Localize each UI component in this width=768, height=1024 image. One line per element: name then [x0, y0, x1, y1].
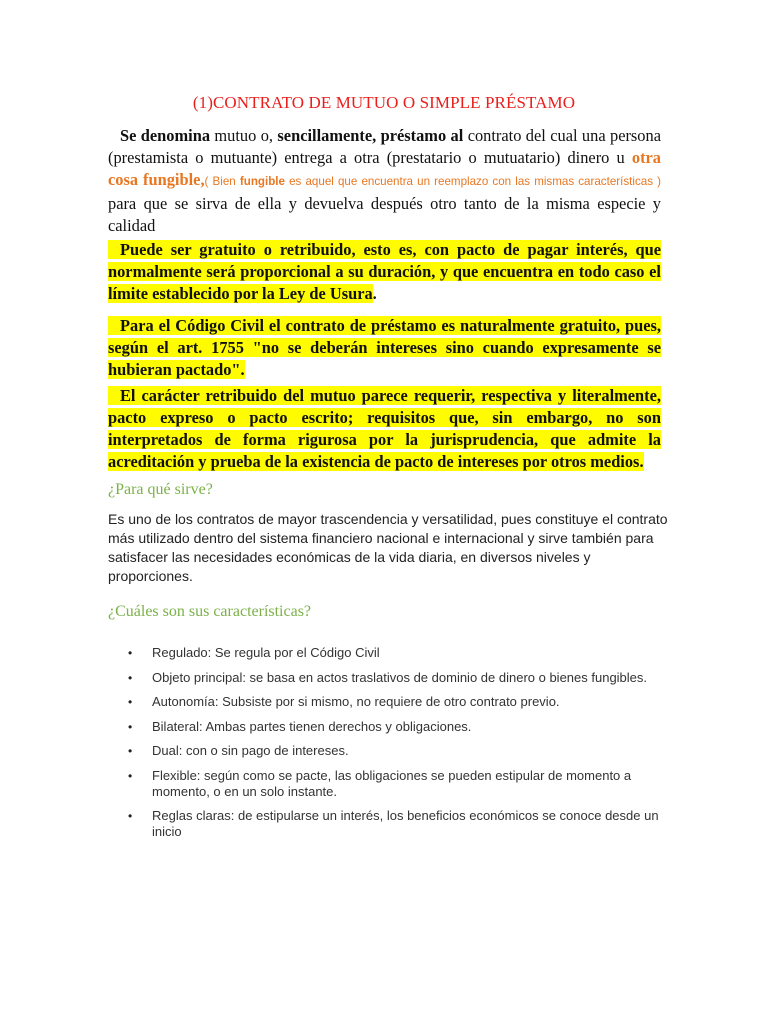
purpose-heading: ¿Para qué sirve?: [108, 481, 213, 498]
civil-code-text: Para el Código Civil el contrato de préstamo es naturalmente gratuito, pues, según el art. 1755 "no se deberán intereses sino cuando expresamente se hubieran pactado".: [108, 316, 661, 379]
characteristics-heading: ¿Cuáles son sus características?: [108, 603, 312, 620]
list-item: • Objeto principal: se basa en actos traslativos de dominio de dinero o bienes fungibles.: [128, 669, 648, 685]
list-item: • Dual: con o sin pago de intereses.: [128, 743, 349, 758]
fungible-note-bold: fungible: [239, 175, 285, 188]
bullet-icon: •: [128, 670, 133, 685]
fungible-note: [205, 175, 661, 188]
bullet-icon: •: [128, 646, 133, 660]
purpose-body: Es uno de los contratos de mayor trascendencia y versatilidad, pues constituye el contrato más utilizado dentro del sistema financiero nacional e internacional y sirve también para satisfacer las necesidades económicas de la vida diaria, en diversos niveles y proporciones.: [108, 511, 668, 584]
bullet-icon: •: [128, 695, 133, 709]
bullet-icon: •: [128, 744, 133, 758]
usury-law: Ley de Usura: [278, 284, 373, 303]
fungible-note-open: ( Bien: [204, 175, 240, 188]
definition-text-d: para que se sirva de ella y devuelva después otro tanto de la misma especie y calidad: [108, 194, 661, 235]
remuneration-text: El carácter retribuido del mutuo parece requerir, respectiva y literalmente, pacto expreso o pacto escrito; requisitos que, sin embargo, no son interpretados de forma rigurosa por la jurisprudencia, que admite la acreditación y prueba de la existencia de pacto de intereses por otros medios.: [108, 386, 661, 471]
list-item: • Flexible: según como se pacte, las obligaciones se pueden estipular de momento a momento, o en un solo instante.: [128, 767, 632, 799]
gratuity-end: .: [372, 284, 377, 303]
definition-text-c: contrato del cual una persona (prestamista o mutuante) entrega a otra (prestatario o mutuatario) dinero u: [108, 126, 661, 167]
bullet-icon: •: [128, 719, 133, 734]
definition-paragraph: [108, 125, 661, 237]
gratuity-text: Puede ser gratuito o retribuido, esto es, con pacto de pagar interés, que normalmente será proporcional a su duración, y que encuentra en todo caso el límite establecido por la: [108, 240, 661, 303]
bullet-icon: •: [128, 768, 133, 783]
definition-text-a: mutuo o,: [210, 126, 274, 145]
list-item: • Autonomía: Subsiste por si mismo, no requiere de otro contrato previo.: [128, 694, 560, 709]
definition-lead: Se denomina: [120, 126, 211, 145]
fungible-comma: ,: [200, 170, 205, 189]
remuneration-paragraph: [108, 385, 661, 473]
characteristics-list: [108, 645, 668, 849]
fungible-phrase: otra cosa fungible: [108, 148, 661, 189]
document-title: (1)CONTRATO DE MUTUO O SIMPLE PRÉSTAMO: [192, 93, 576, 112]
list-item: • Bilateral: Ambas partes tienen derechos y obligaciones.: [128, 718, 472, 734]
fungible-note-rest: es aquel que encuentra un reemplazo con las mismas características ): [284, 175, 661, 188]
gratuity-paragraph: [108, 239, 661, 305]
definition-text-b: sencillamente, préstamo al: [273, 126, 464, 145]
civil-code-paragraph: [108, 315, 661, 381]
list-item: • Reglas claras: de estipularse un interés, los beneficios económicos se conoce desde un inicio: [128, 808, 659, 839]
list-item: • Regulado: Se regula por el Código Civil: [128, 645, 380, 660]
bullet-icon: •: [128, 809, 133, 823]
